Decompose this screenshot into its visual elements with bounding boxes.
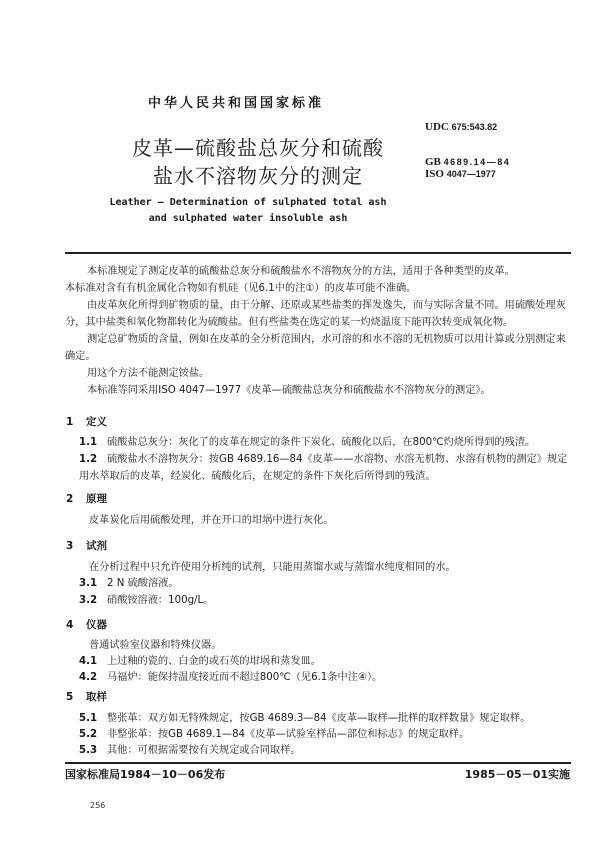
section-4-heading: 4 仪器	[66, 619, 107, 631]
intro-paragraph-5: 本标准等同采用ISO 4047—1977《皮革—硫酸盐总灰分和硫酸盐水不溶物灰分的测定》。	[87, 385, 491, 396]
section-3-heading: 3 试剂	[66, 540, 107, 552]
title-line-1: 皮革—硫酸盐总灰分和硫酸	[132, 136, 384, 160]
section-3-body: 在分析过程中只允许使用分析纯的试剂，只能用蒸馏水或与蒸馏水纯度相同的水。	[89, 562, 456, 573]
english-title	[108, 195, 388, 227]
iso-code: ISO 4047—1977	[425, 168, 496, 180]
intro-paragraph-1b: 本标准对含有有机金属化合物如有机硅（见6.1中的注①）的皮革可能不准确。	[65, 283, 417, 294]
clause-4-1: 4.1 上过釉的瓷的、白金的或石英的坩埚和蒸发皿。	[79, 656, 321, 667]
udc-code: UDC 675:543.82	[425, 121, 498, 133]
intro-paragraph-2: 由皮革灰化所得到矿物质的量，由于分解、还原或某些盐类的挥发逸失，而与实际含量不同。用硫酸处理灰分，其中盐类和氧化物都转化为硫酸盐。但有些盐类在选定的某一灼烧温度下能再次转变成氧化物。	[65, 300, 566, 328]
section-1-heading: 1 定义	[66, 416, 107, 428]
intro-paragraph-3: 测定总矿物质的含量，例如在皮革的全分析范围内，水可溶的和水不溶的无机物质可以用计算或分别测定来确定。	[65, 334, 566, 362]
national-standard-label: 中华人民共和国国家标准	[148, 96, 325, 111]
clause-5-1: 5.1 整张革：双方如无特殊规定，按GB 4689.3—84《皮革—取样—批样的取样数量》规定取样。	[79, 713, 531, 724]
clause-3-2: 3.2 硝酸铵溶液：100g/L。	[79, 595, 214, 606]
clause-5-3: 5.3 其他：可根据需要按有关规定或合同取样。	[79, 745, 301, 756]
section-2-heading: 2 原理	[66, 493, 107, 505]
gb-code: GB 4689.14—84	[425, 156, 511, 168]
header-rule	[65, 252, 571, 254]
title-line-2: 盐水不溶物灰分的测定	[153, 164, 363, 188]
section-5-heading: 5 取样	[66, 691, 107, 703]
effective-date: 1985－05－01实施	[464, 768, 570, 781]
document-title	[118, 134, 398, 190]
english-title-line-1: Leather — Determination of sulphated total ash	[109, 197, 387, 208]
clause-4-2: 4.2 马福炉：能保持温度接近而不超过800℃（见6.1条中注④）。	[79, 672, 383, 683]
clause-1-2: 1.2 硫酸盐水不溶物灰分：按GB 4689.16—84《皮革——水溶物、水溶无机物、水溶有机物的测定》规定用水萃取后的皮革，经炭化、硫酸化后，在规定的条件下灰化后所得到的残渣。	[79, 454, 568, 482]
intro-paragraph-1a: 本标准规定了测定皮革的硫酸盐总灰分和硫酸盐水不溶物灰分的方法，适用于各种类型的皮革。	[87, 266, 515, 277]
intro-paragraph-4: 用这个方法不能测定铵盐。	[87, 368, 210, 379]
section-2-body: 皮革炭化后用硫酸处理，并在开口的坩埚中进行灰化。	[89, 515, 334, 526]
issue-date: 国家标准局1984－10－06发布	[65, 768, 226, 781]
clause-5-2: 5.2 非整张革：按GB 4689.1—84《皮革—试验室样品—部位和标志》的规定取样。	[79, 729, 470, 740]
section-4-body: 普通试验室仪器和特殊仪器。	[89, 640, 222, 651]
english-title-line-2: and sulphated water insoluble ash	[148, 213, 348, 224]
clause-1-1: 1.1 硫酸盐总灰分：灰化了的皮革在规定的条件下炭化、硫酸化以后，在800℃灼烧所得到的残渣。	[79, 437, 536, 448]
page-number: 256	[90, 801, 106, 810]
intro-section	[65, 263, 571, 399]
footer-rule	[65, 762, 571, 764]
clause-3-1: 3.1 2 N 硫酸溶液。	[79, 578, 179, 589]
